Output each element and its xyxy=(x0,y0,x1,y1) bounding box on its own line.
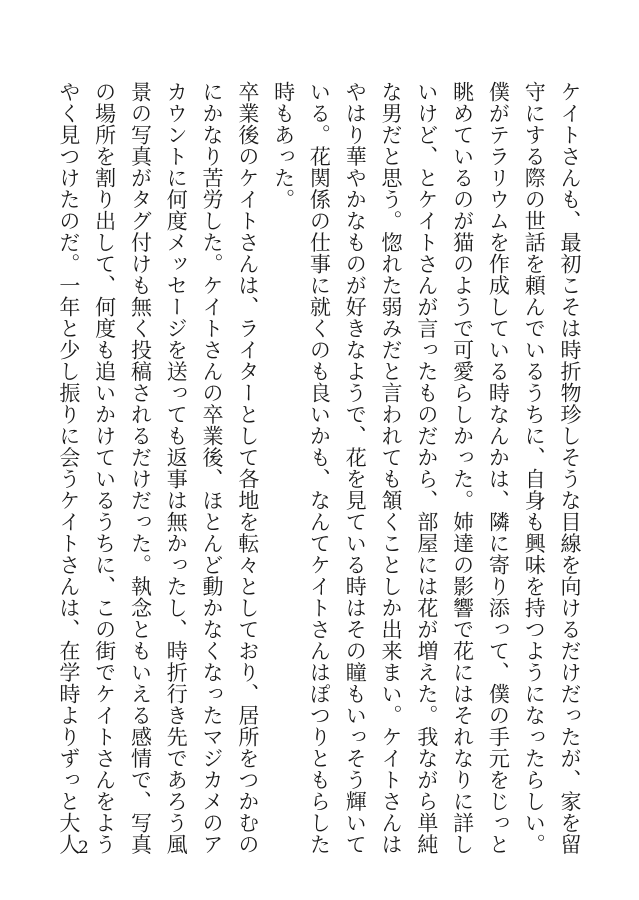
text-line: 守にする際の世話を頼んでいるうちに、自身も興味を持つようになったらしい。 xyxy=(522,81,547,855)
text-line: にかなり苦労した。ケイトさんの卒業後、ほとんど動かなくなったマジカメのア xyxy=(200,81,225,855)
text-line: 眺めているのが猫のようで可愛らしかった。姉達の影響で花にはそれなりに詳し xyxy=(450,81,475,855)
text-line: 僕がテラリウムを作成している時なんかは、隣に寄り添って、僕の手元をじっと xyxy=(486,81,511,855)
text-line: いる。花関係の仕事に就くのも良いかも、なんてケイトさんはぽつりともらした xyxy=(307,81,332,855)
page-number: 2 xyxy=(78,838,89,858)
text-line: カウントに何度メッセージを送っても返事は無かったし、時折行き先であろう風 xyxy=(164,81,189,855)
vertical-text-body xyxy=(50,81,587,855)
text-line: ケイトさんも、最初こそは時折物珍しそうな目線を向けるだけだったが、家を留 xyxy=(558,81,582,855)
text-line: やく見つけたのだ。一年と少し振りに会うケイトさんは、在学時よりずっと大人 xyxy=(56,81,81,855)
text-line: やはり華やかなものが好きなようで、花を見ている時はその瞳もいっそう輝いて xyxy=(343,81,368,855)
text-line: な男だと思う。惚れた弱みだと言われても頷くことしか出来まい。ケイトさんは xyxy=(379,81,404,855)
text-line: の場所を割り出して、何度も追いかけているうちに、この街でケイトさんをよう xyxy=(92,81,117,855)
text-line: いけど、とケイトさんが言ったものだから、部屋には花が増えた。我ながら単純 xyxy=(414,81,439,855)
text-line: 時もあった。 xyxy=(271,81,296,210)
text-line: 景の写真がタグ付けも無く投稿されるだけだった。執念ともいえる感情で、写真 xyxy=(128,81,153,855)
text-line: 卒業後のケイトさんは、ライターとして各地を転々としており、居所をつかむの xyxy=(235,81,260,855)
